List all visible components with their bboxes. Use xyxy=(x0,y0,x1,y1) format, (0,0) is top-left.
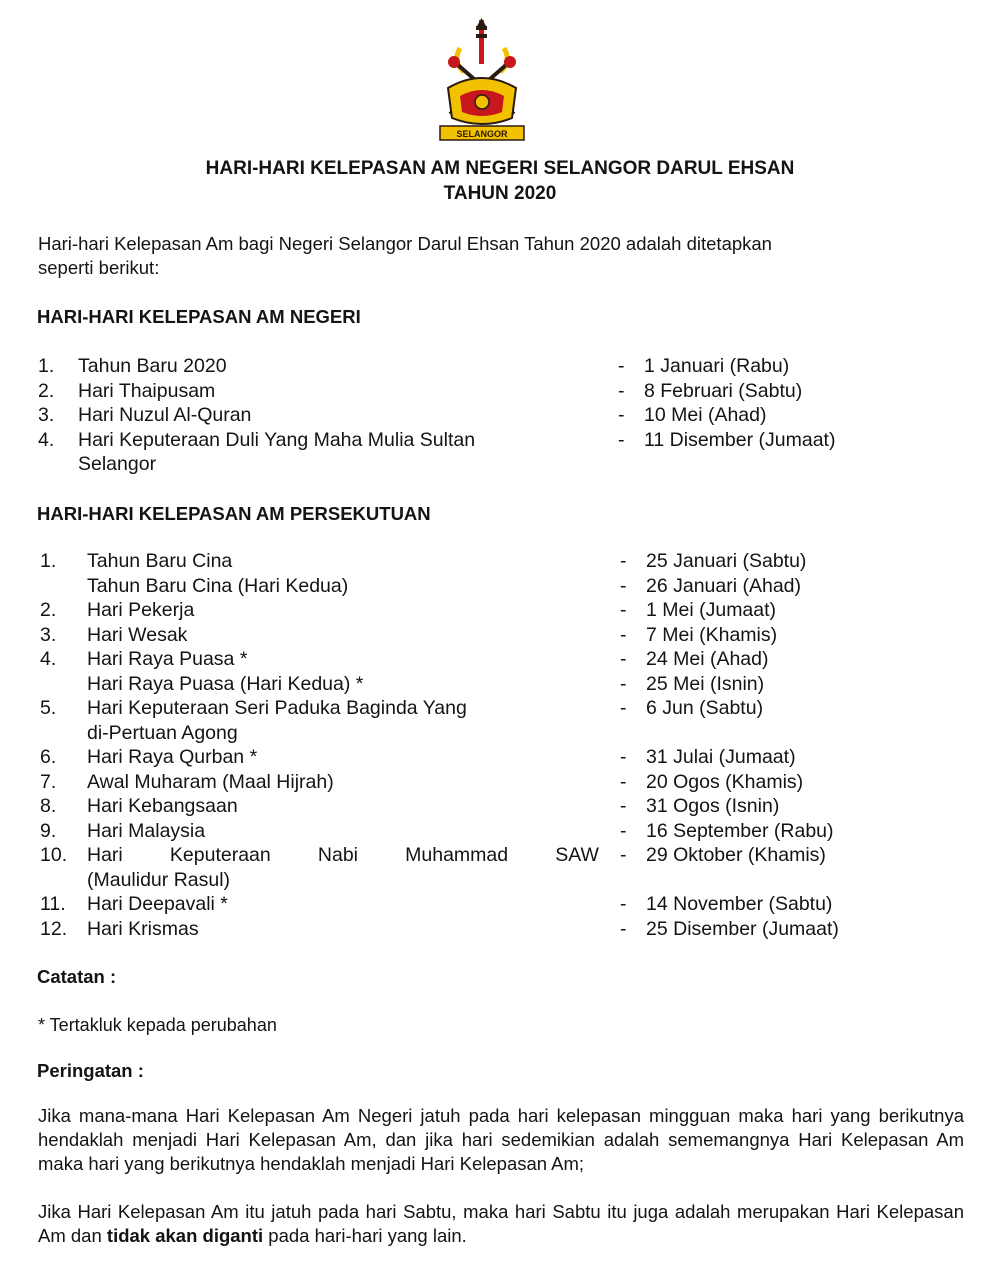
document-title: HARI-HARI KELEPASAN AM NEGERI SELANGOR DARUL EHSAN xyxy=(205,158,795,179)
holiday-name: Selangor xyxy=(78,453,157,475)
holiday-dash: - xyxy=(620,746,627,768)
holiday-name: Hari Raya Puasa * xyxy=(87,648,248,670)
holiday-name: Hari Thaipusam xyxy=(78,379,216,402)
holiday-number: 1. xyxy=(38,355,55,377)
holiday-row xyxy=(40,574,980,598)
holiday-number: 12. xyxy=(40,917,68,940)
intro-paragraph xyxy=(38,232,964,280)
holiday-row xyxy=(40,696,980,720)
holiday-name: Tahun Baru 2020 xyxy=(78,355,227,377)
holiday-name: Hari Keputeraan Seri Paduka Baginda Yang xyxy=(87,697,467,719)
holiday-date: 31 Julai (Jumaat) xyxy=(646,746,796,768)
holiday-number: 3. xyxy=(38,404,55,426)
holiday-name: Hari Malaysia xyxy=(87,819,206,842)
holiday-name-word: Keputeraan xyxy=(169,844,271,866)
holiday-dash: - xyxy=(618,379,625,402)
holiday-row xyxy=(40,745,980,769)
holiday-dash: - xyxy=(620,599,627,621)
holiday-dash: - xyxy=(618,404,625,426)
holiday-name: Hari Keputeraan Duli Yang Maha Mulia Sultan xyxy=(78,428,476,451)
holiday-row xyxy=(40,794,980,818)
selangor-crest xyxy=(430,18,534,146)
holiday-number: 6. xyxy=(40,746,57,768)
holiday-row xyxy=(40,721,980,745)
holiday-number: 2. xyxy=(40,599,57,621)
holiday-name: Hari Pekerja xyxy=(87,599,195,621)
holiday-date: 8 Februari (Sabtu) xyxy=(644,379,803,402)
holiday-date: 10 Mei (Ahad) xyxy=(644,404,767,426)
holiday-name: (Maulidur Rasul) xyxy=(87,868,231,891)
holiday-dash: - xyxy=(620,623,627,646)
holiday-row xyxy=(38,403,978,427)
warning-emphasis: tidak akan diganti xyxy=(106,1225,264,1246)
holiday-row xyxy=(38,354,978,378)
holiday-dash: - xyxy=(620,697,627,719)
intro-line-2: seperti berikut: xyxy=(38,257,160,278)
holiday-name-word: SAW xyxy=(555,844,599,866)
holiday-row xyxy=(40,647,980,671)
holiday-row xyxy=(40,917,980,941)
state-holidays-heading: HARI-HARI KELEPASAN AM NEGERI xyxy=(37,306,361,327)
warning-paragraph-1: Jika mana-mana Hari Kelepasan Am Negeri jatuh pada hari kelepasan mingguan maka hari yang berikutnya hendaklah menjadi Hari Kelepasan Am, dan jika hari sedemikian adalah sememangnya Hari Kelepasan Am maka hari yang berikutnya hendaklah menjadi Hari Kelepasan Am; xyxy=(38,1105,964,1174)
holiday-row xyxy=(40,819,980,843)
holiday-date: 25 Januari (Sabtu) xyxy=(646,550,807,572)
holiday-number: 11. xyxy=(40,893,66,915)
holiday-dash: - xyxy=(620,550,627,572)
holiday-date: 11 Disember (Jumaat) xyxy=(644,428,836,451)
holiday-date: 24 Mei (Ahad) xyxy=(646,648,769,670)
holiday-name: Awal Muharam (Maal Hijrah) xyxy=(87,770,334,793)
holiday-name: Hari Deepavali * xyxy=(87,893,228,915)
holiday-number: 3. xyxy=(40,623,57,646)
holiday-name-word: Muhammad xyxy=(405,844,509,866)
holiday-number: 10. xyxy=(40,844,68,866)
document-year: TAHUN 2020 xyxy=(443,183,557,204)
holiday-date: 16 September (Rabu) xyxy=(646,819,834,842)
holiday-row xyxy=(38,428,978,452)
holiday-row xyxy=(40,770,980,794)
holiday-name: Hari Raya Puasa (Hari Kedua) * xyxy=(87,672,364,695)
holiday-name: Hari Wesak xyxy=(87,623,188,646)
holiday-name: Tahun Baru Cina (Hari Kedua) xyxy=(87,574,349,597)
holiday-name: Hari Krismas xyxy=(87,917,199,940)
holiday-dash: - xyxy=(620,893,627,915)
holiday-number: 4. xyxy=(38,428,55,451)
holiday-dash: - xyxy=(620,844,627,866)
holiday-dash: - xyxy=(620,917,627,940)
holiday-date: 1 Januari (Rabu) xyxy=(644,355,790,377)
holiday-name-word: Hari xyxy=(87,844,123,866)
holiday-date: 29 Oktober (Khamis) xyxy=(646,844,826,866)
holiday-dash: - xyxy=(620,795,627,817)
warning-paragraph-2 xyxy=(38,1200,964,1248)
holiday-row xyxy=(40,843,980,867)
holiday-row xyxy=(38,452,978,476)
holiday-date: 25 Mei (Isnin) xyxy=(646,672,765,695)
holiday-number: 7. xyxy=(40,770,57,793)
holiday-date: 14 November (Sabtu) xyxy=(646,893,833,915)
warning-heading: Peringatan : xyxy=(37,1060,144,1081)
holiday-dash: - xyxy=(620,770,627,793)
holiday-row xyxy=(40,549,980,573)
holiday-name: Tahun Baru Cina xyxy=(87,550,233,572)
holiday-date: 7 Mei (Khamis) xyxy=(646,623,778,646)
holiday-name: Hari Nuzul Al-Quran xyxy=(78,404,252,426)
holiday-name xyxy=(87,843,599,867)
holiday-row xyxy=(40,598,980,622)
holiday-number: 2. xyxy=(38,379,55,402)
holiday-name-word: Nabi xyxy=(317,844,358,866)
holiday-dash: - xyxy=(618,428,625,451)
holiday-name: Hari Kebangsaan xyxy=(87,795,238,817)
holiday-date: 20 Ogos (Khamis) xyxy=(646,770,804,793)
holiday-date: 6 Jun (Sabtu) xyxy=(646,697,764,719)
holiday-date: 25 Disember (Jumaat) xyxy=(646,917,839,940)
holiday-number: 8. xyxy=(40,795,57,817)
holiday-date: 26 Januari (Ahad) xyxy=(646,574,802,597)
holiday-row xyxy=(40,868,980,892)
holiday-row xyxy=(38,379,978,403)
holiday-row xyxy=(40,892,980,916)
warning-paragraph-2-end: pada hari-hari yang lain. xyxy=(263,1225,467,1246)
notes-heading: Catatan : xyxy=(37,966,117,987)
holiday-date: 31 Ogos (Isnin) xyxy=(646,795,780,817)
holiday-number: 5. xyxy=(40,697,57,719)
federal-holidays-heading: HARI-HARI KELEPASAN AM PERSEKUTUAN xyxy=(37,503,431,524)
holiday-date: 1 Mei (Jumaat) xyxy=(646,599,777,621)
note-text: * Tertakluk kepada perubahan xyxy=(38,1015,277,1035)
holiday-row xyxy=(40,623,980,647)
holiday-dash: - xyxy=(620,648,627,670)
holiday-dash: - xyxy=(620,574,627,597)
holiday-name: Hari Raya Qurban * xyxy=(87,746,258,768)
intro-line-1: Hari-hari Kelepasan Am bagi Negeri Selangor Darul Ehsan Tahun 2020 adalah ditetapkan xyxy=(38,233,772,254)
holiday-dash: - xyxy=(618,355,625,377)
svg-text:SELANGOR: SELANGOR xyxy=(456,129,508,139)
holiday-number: 1. xyxy=(40,550,57,572)
holiday-number: 4. xyxy=(40,648,57,670)
holiday-row xyxy=(40,672,980,696)
holiday-dash: - xyxy=(620,819,627,842)
selangor-crest-icon xyxy=(430,18,534,146)
holiday-number: 9. xyxy=(40,819,57,842)
warning-paragraph-2-start: Jika Hari Kelepasan Am itu jatuh pada hari Sabtu, maka hari Sabtu itu juga adalah merupakan Hari Kelepasan Am dan xyxy=(38,1201,964,1246)
holiday-name: di-Pertuan Agong xyxy=(87,721,238,744)
holiday-dash: - xyxy=(620,672,627,695)
